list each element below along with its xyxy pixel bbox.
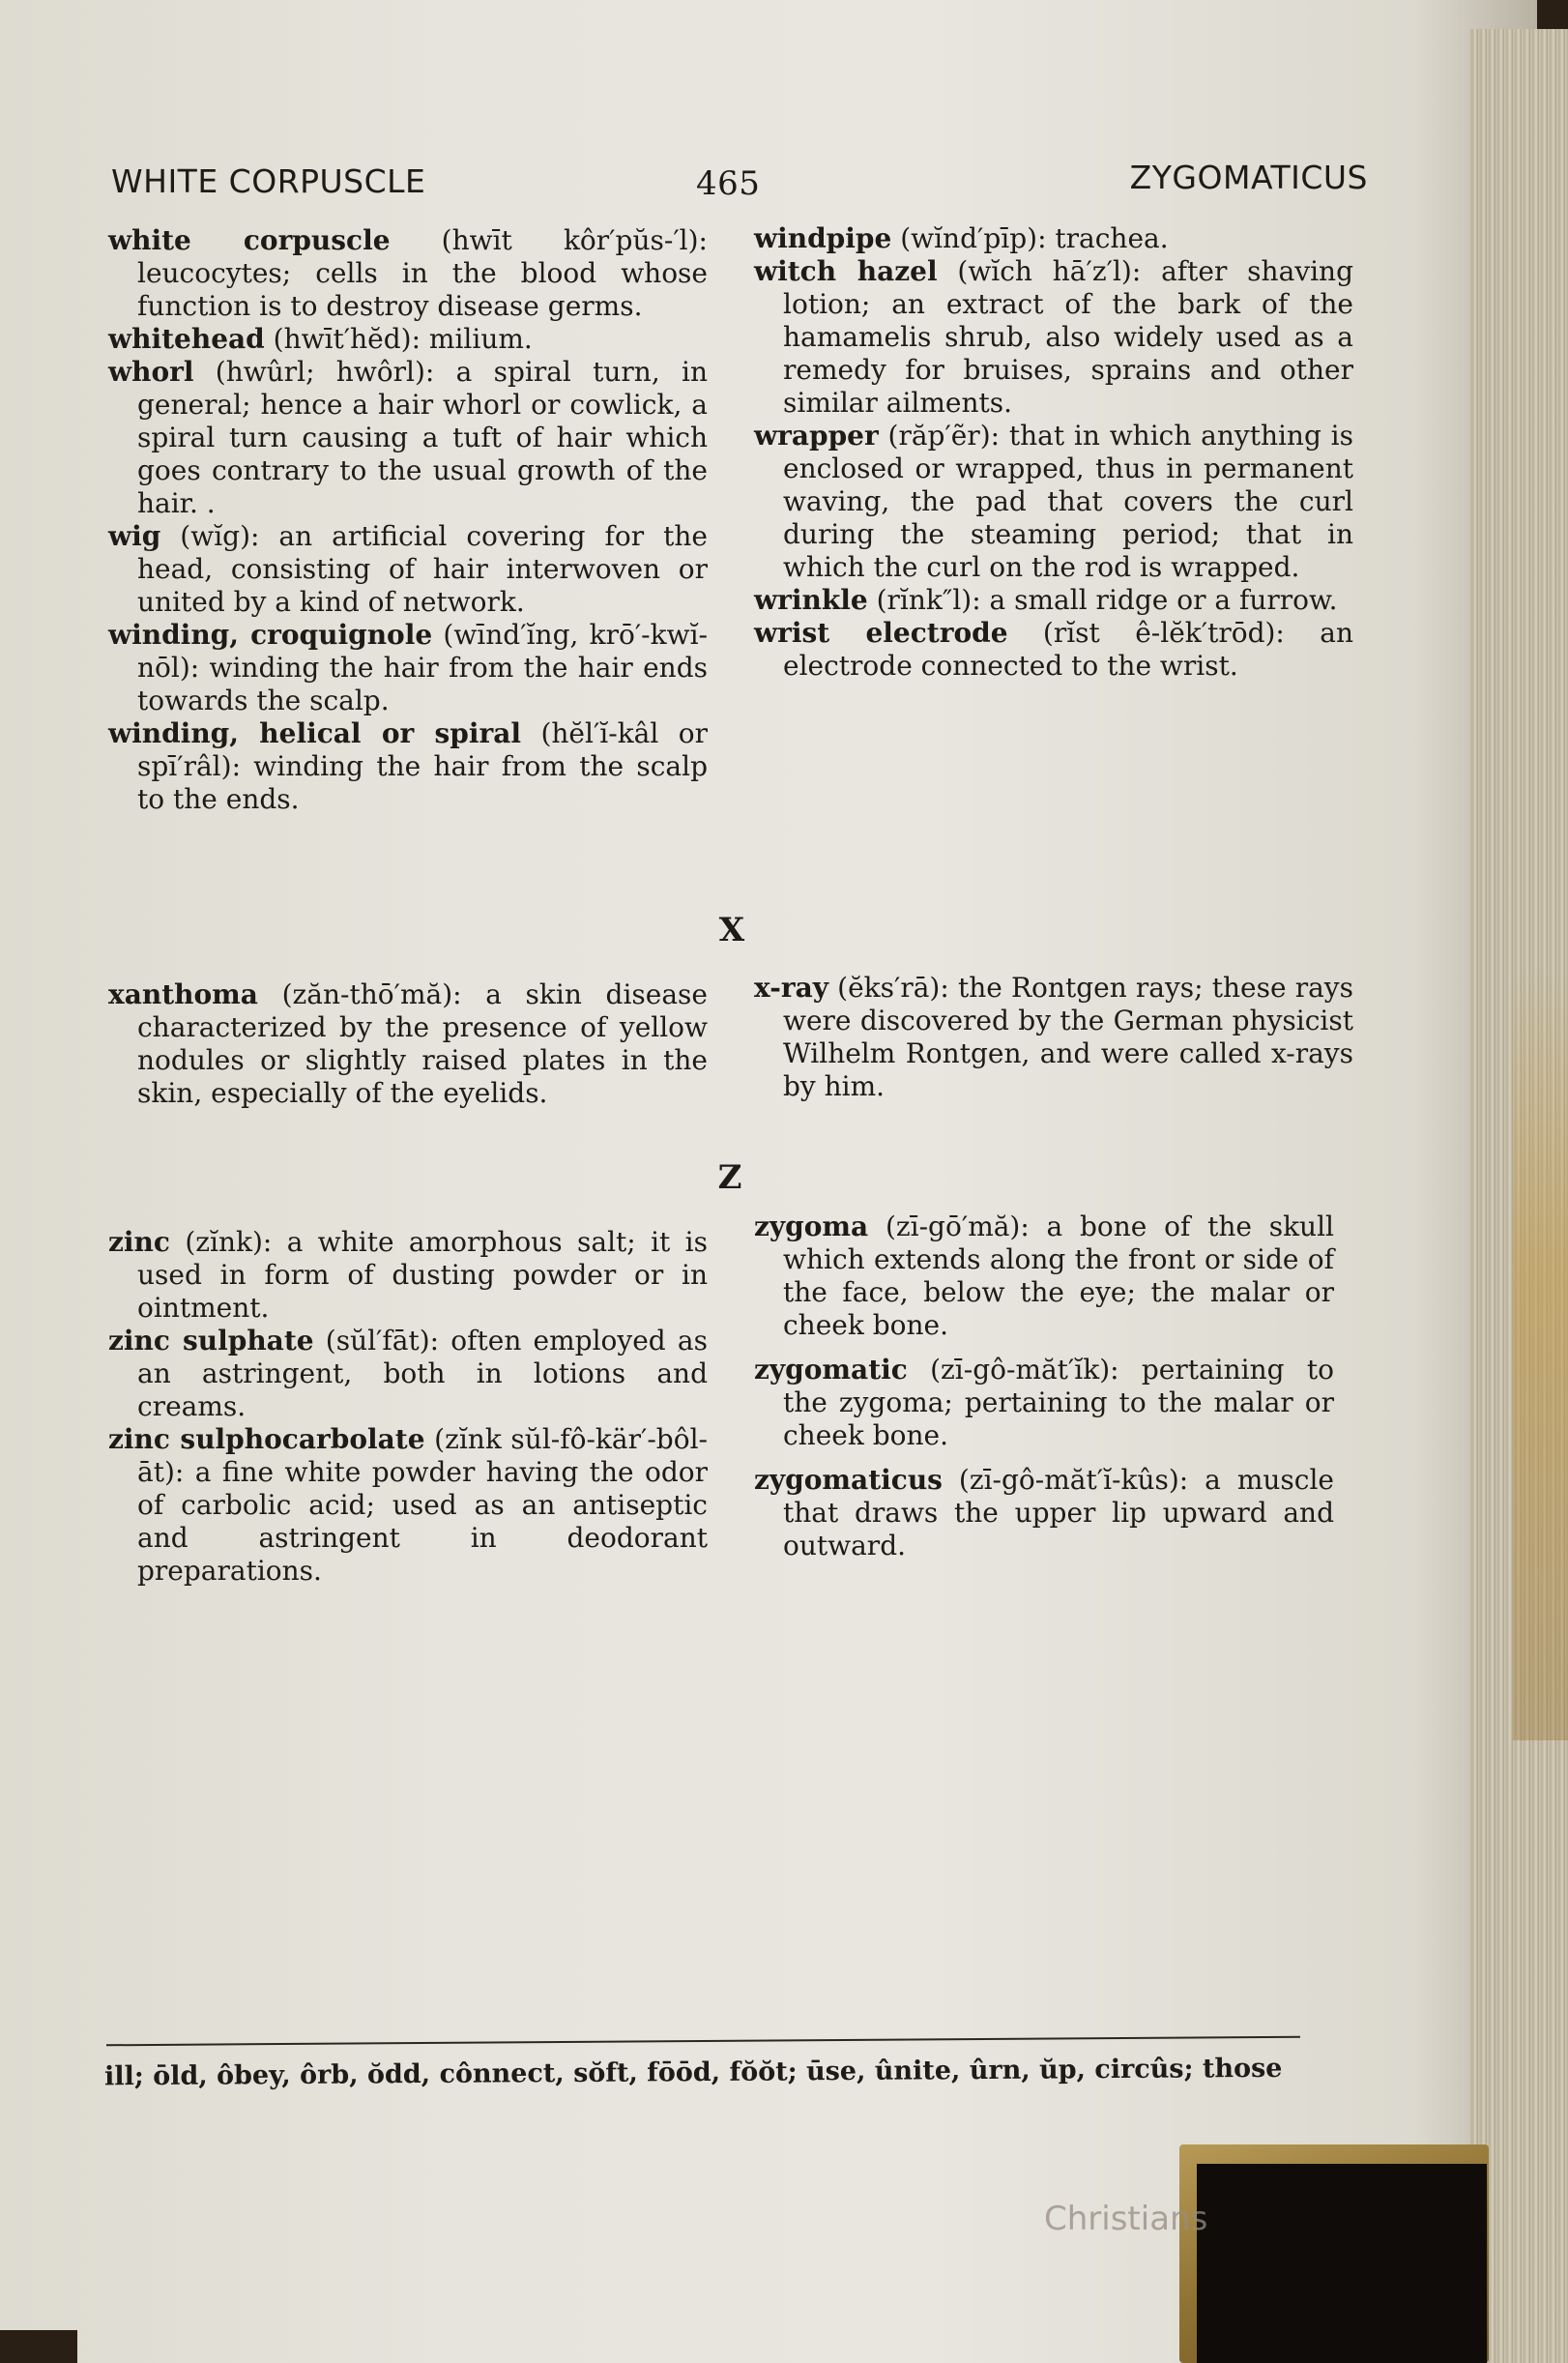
- dictionary-entry: [754, 617, 1353, 683]
- entry-term: witch hazel: [754, 255, 938, 287]
- dictionary-entry: [108, 1325, 708, 1423]
- page-stain: [1513, 967, 1568, 1740]
- entry-term: wrist electrode: [754, 617, 1008, 649]
- dictionary-entry: [754, 972, 1353, 1103]
- dictionary-entry: [754, 1464, 1334, 1562]
- dictionary-entry: [108, 1423, 708, 1588]
- footer-divider: [106, 2036, 1300, 2047]
- w-entries-right-column: [754, 222, 1353, 683]
- dictionary-entry: [108, 619, 708, 717]
- dictionary-entry: [108, 1226, 708, 1325]
- w-entries-left-column: [108, 224, 708, 816]
- dictionary-entry: [754, 222, 1353, 255]
- entry-definition: (răp′ẽr): that in which anything is enclosed or wrapped, thus in permanent waving, the pad that covers the curl during the steaming period; that in which the curl on the rod is wrapped.: [783, 420, 1353, 583]
- entry-term: x-ray: [754, 972, 828, 1004]
- dictionary-entry: [108, 356, 708, 520]
- dictionary-entry: [754, 1354, 1334, 1452]
- entry-definition: (hĕl′ĭ-kâl or spī′râl): winding the hair from the scalp to the ends.: [137, 717, 708, 815]
- entry-definition: (zĭnk sŭl-fô-kär′-bôl-āt): a fine white powder having the odor of carbolic acid; used as an antiseptic and astringent in deodorant preparations.: [137, 1423, 708, 1587]
- entry-definition: (zĭnk): a white amorphous salt; it is used in form of dusting powder or in ointment.: [137, 1226, 708, 1324]
- dictionary-entry: [108, 717, 708, 816]
- entry-term: zinc sulphate: [108, 1325, 314, 1357]
- section-letter-x: X: [718, 911, 745, 949]
- entry-definition: (hwīt kôr′pŭs-′l): leucocytes; cells in the blood whose function is to destroy disease germs.: [137, 224, 708, 322]
- entry-definition: (rĭnk″l): a small ridge or a furrow.: [867, 584, 1338, 616]
- entry-term: white corpuscle: [108, 224, 391, 256]
- page-corner: [0, 2330, 77, 2363]
- entry-definition: (zăn-thō′mă): a skin disease characterized by the presence of yellow nodules or slightly raised plates in the skin, especially of the eyelids.: [137, 978, 708, 1109]
- entry-term: zinc sulphocarbolate: [108, 1423, 425, 1455]
- entry-definition: (zī-gô-măt′ĭ-kûs): a muscle that draws the upper lip upward and outward.: [783, 1464, 1334, 1561]
- entry-definition: (hwīt′hĕd): milium.: [264, 323, 533, 355]
- entry-definition: (zī-gô-măt′ĭk): pertaining to the zygoma; pertaining to the malar or cheek bone.: [783, 1354, 1334, 1451]
- entry-term: wig: [108, 520, 161, 552]
- entry-term: winding, helical or spiral: [108, 717, 522, 749]
- dictionary-entry: [754, 1211, 1334, 1342]
- watermark-text: Christians: [1044, 2200, 1208, 2238]
- entry-definition: (zī-gō′mă): a bone of the skull which extends along the front or side of the face, below the eye; the malar or cheek bone.: [783, 1211, 1334, 1341]
- entry-term: whitehead: [108, 323, 265, 355]
- dictionary-entry: [108, 978, 708, 1110]
- section-letter-z: Z: [717, 1158, 742, 1197]
- entry-definition: (sŭl′fāt): often employed as an astringent, both in lotions and creams.: [137, 1325, 708, 1422]
- entry-term: wrinkle: [754, 584, 868, 616]
- x-entries-left-column: [108, 978, 708, 1110]
- z-entries-left-column: [108, 1226, 708, 1588]
- dictionary-entry: [754, 584, 1353, 617]
- bookmark-tab-inner: [1197, 2164, 1487, 2363]
- dictionary-entry: [108, 323, 708, 356]
- entry-definition: (wīnd′ĭng, krō′-kwĭ-nōl): winding the hair from the hair ends towards the scalp.: [137, 619, 708, 716]
- entry-term: whorl: [108, 356, 194, 388]
- entry-term: xanthoma: [108, 978, 258, 1010]
- entry-definition: (rĭst ê-lĕk′trōd): an electrode connected to the wrist.: [783, 617, 1353, 682]
- entry-term: zygoma: [754, 1211, 869, 1242]
- pronunciation-key: ill; ōld, ôbey, ôrb, ŏdd, cônnect, sŏft, fōōd, fŏŏt; ūse, ûnite, ûrn, ŭp, circûs; those: [103, 2053, 1283, 2092]
- entry-term: wrapper: [754, 420, 879, 452]
- entry-definition: (wĭch hā′z′l): after shaving lotion; an extract of the bark of the hamamelis shrub, also widely used as a remedy for bruises, sprains and other similar ailments.: [783, 255, 1353, 419]
- entry-term: winding, croquignole: [108, 619, 433, 651]
- entry-definition: (wĭg): an artificial covering for the head, consisting of hair interwoven or united by a kind of network.: [137, 520, 708, 618]
- entry-definition: (wĭnd′pīp): trachea.: [891, 222, 1169, 254]
- entry-definition: (ĕks′rā): the Rontgen rays; these rays were discovered by the German physicist Wilhelm Rontgen, and were called x-rays by him.: [783, 972, 1353, 1102]
- header-left-guide-word: WHITE CORPUSCLE: [111, 162, 426, 200]
- entry-term: zygomatic: [754, 1354, 908, 1386]
- entry-definition: (hwûrl; hwôrl): a spiral turn, in general; hence a hair whorl or cowlick, a spiral turn causing a tuft of hair which goes contrary to the usual growth of the hair. .: [137, 356, 708, 519]
- page-header: [111, 155, 1368, 203]
- entry-term: zinc: [108, 1226, 170, 1258]
- dictionary-entry: [754, 420, 1353, 584]
- dictionary-entry: [108, 224, 708, 323]
- x-entries-right-column: [754, 972, 1353, 1103]
- entry-term: zygomaticus: [754, 1464, 943, 1496]
- dictionary-entry: [108, 520, 708, 619]
- entry-term: windpipe: [754, 222, 892, 254]
- page-number: 465: [696, 164, 761, 203]
- dictionary-entry: [754, 255, 1353, 420]
- z-entries-right-column: [754, 1211, 1334, 1562]
- header-right-guide-word: ZYGOMATICUS: [1129, 159, 1368, 196]
